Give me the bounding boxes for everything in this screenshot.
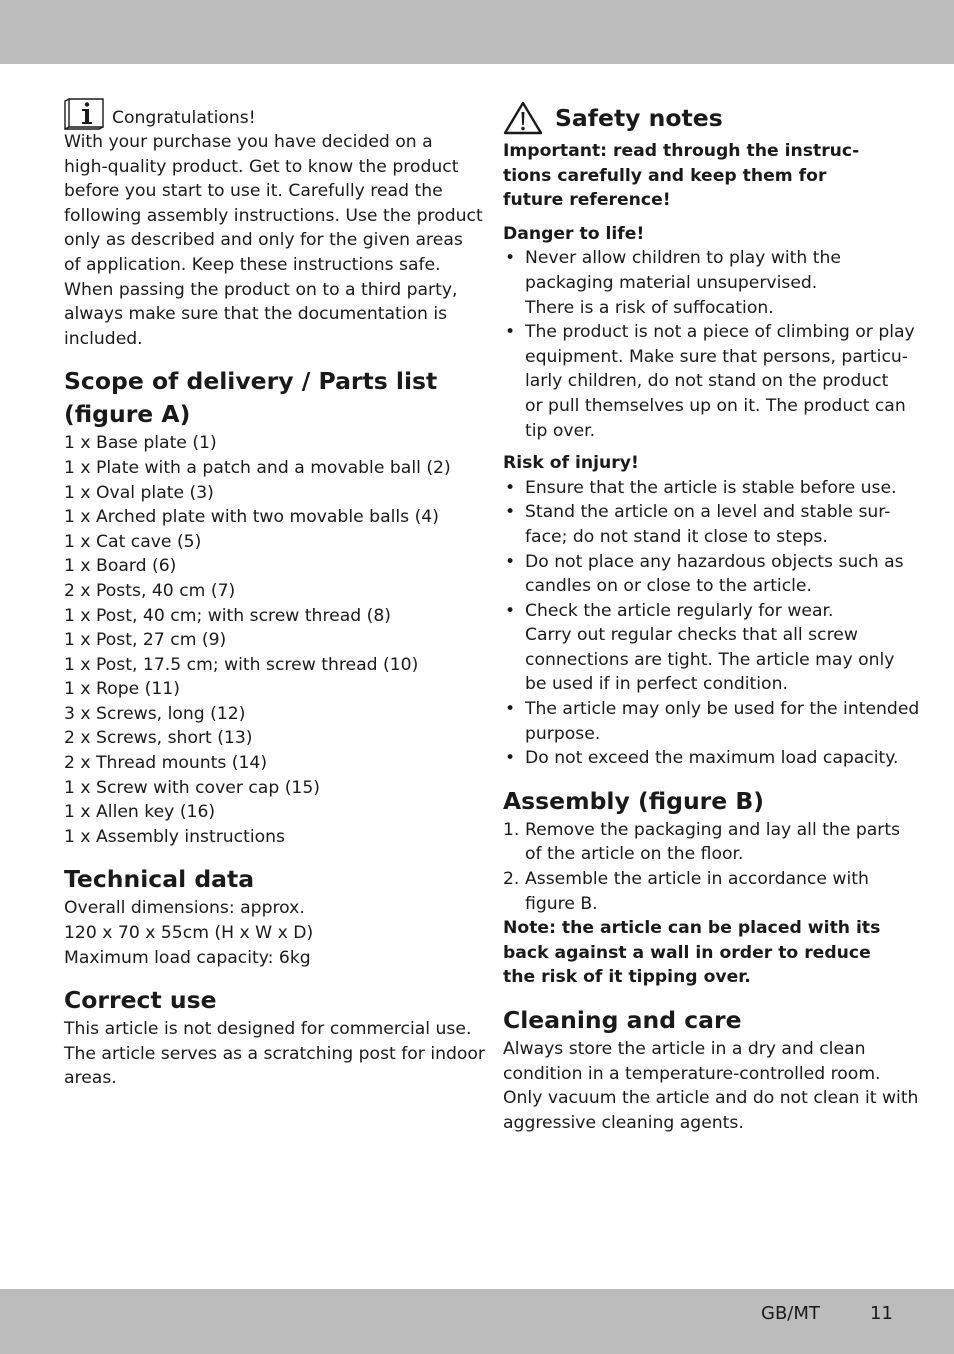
list-item: 1 x Cat cave (5) xyxy=(64,531,202,552)
danger-list xyxy=(503,246,915,443)
cleaning-section xyxy=(503,1004,919,1135)
list-item xyxy=(503,246,893,320)
correct-use-line: areas. xyxy=(64,1068,117,1089)
danger-heading: Danger to life! xyxy=(503,223,645,244)
correct-use-line: The article serves as a scratching post for indoor xyxy=(64,1043,485,1064)
list-item: 1 x Screw with cover cap (15) xyxy=(64,777,320,798)
list-item xyxy=(503,320,915,443)
intro-text xyxy=(64,130,483,351)
scope-heading: Scope of delivery / Parts list xyxy=(64,367,438,396)
warning-triangle-icon xyxy=(503,101,543,135)
intro-line: of application. Keep these instructions safe. xyxy=(64,254,441,275)
cleaning-line: Only vacuum the article and do not clean it with xyxy=(503,1088,919,1109)
list-item xyxy=(503,550,904,599)
intro-title: Congratulations! xyxy=(112,108,256,128)
intro-line: When passing the product on to a third party, xyxy=(64,279,458,300)
intro-line: following assembly instructions. Use the product xyxy=(64,205,483,226)
list-item: 1 x Plate with a patch and a movable ball (2) xyxy=(64,457,451,478)
cleaning-line: aggressive cleaning agents. xyxy=(503,1112,744,1133)
list-item: 1 x Post, 17.5 cm; with screw thread (10) xyxy=(64,654,419,675)
list-item: 2 x Screws, short (13) xyxy=(64,728,253,749)
safety-heading: Safety notes xyxy=(555,103,723,132)
bullet-line: • The article may only be used for the intended xyxy=(525,699,920,720)
cleaning-line: Always store the article in a dry and clean xyxy=(503,1039,866,1059)
bullet-line: be used if in perfect condition. xyxy=(525,674,788,695)
bullet-line: • Do not exceed the maximum load capacity. xyxy=(525,748,899,769)
assembly-section xyxy=(503,785,901,990)
bullet-line: There is a risk of suffocation. xyxy=(525,297,774,318)
bullet-line: larly children, do not stand on the product xyxy=(525,371,889,392)
assembly-steps xyxy=(503,818,901,916)
intro-line: With your purchase you have decided on a xyxy=(64,132,433,152)
bullet-line: tip over. xyxy=(525,420,596,441)
technical-section xyxy=(64,863,456,970)
intro-line: before you start to use it. Carefully read the xyxy=(64,181,443,202)
step-line: Remove the packaging and lay all the parts xyxy=(525,819,901,840)
step-line: of the article on the floor. xyxy=(525,844,744,865)
list-item: 1 x Rope (11) xyxy=(64,679,180,700)
important-line: Important: read through the instruc- xyxy=(503,141,860,161)
intro-line: only as described and only for the given areas xyxy=(64,230,463,251)
list-item xyxy=(503,867,893,916)
intro-title-row xyxy=(64,96,456,130)
footer-language: GB/MT xyxy=(761,1303,820,1324)
list-item: 1 x Post, 40 cm; with screw thread (8) xyxy=(64,605,391,626)
intro-line: included. xyxy=(64,328,143,349)
injury-heading: Risk of injury! xyxy=(503,453,639,474)
bullet-line: equipment. Make sure that persons, particu- xyxy=(525,346,908,367)
step-line: figure B. xyxy=(525,893,598,914)
list-item xyxy=(503,697,920,746)
bullet-line: face; do not stand it close to steps. xyxy=(525,526,828,547)
injury-section xyxy=(503,451,920,771)
technical-line: Overall dimensions: approx. xyxy=(64,898,305,919)
scope-section xyxy=(64,365,456,849)
page-number: 11 xyxy=(870,1303,893,1324)
technical-line: Maximum load capacity: 6kg xyxy=(64,947,311,968)
intro-line: always make sure that the documentation is xyxy=(64,304,448,325)
list-item xyxy=(503,599,893,697)
list-item: 1 x Arched plate with two movable balls (4) xyxy=(64,507,439,528)
correct-use-line: This article is not designed for commercial use. xyxy=(64,1019,472,1040)
note-line: back against a wall in order to reduce xyxy=(503,942,871,963)
cleaning-line: condition in a temperature-controlled room. xyxy=(503,1063,881,1084)
list-item: 3 x Screws, long (12) xyxy=(64,703,246,724)
list-item: 1 x Allen key (16) xyxy=(64,802,216,823)
bullet-line: Carry out regular checks that all screw xyxy=(525,625,858,646)
right-column xyxy=(503,96,920,1135)
list-item: 1 x Board (6) xyxy=(64,556,177,577)
safety-heading-row xyxy=(503,96,893,140)
parts-list xyxy=(64,431,456,849)
important-note xyxy=(503,139,893,213)
assembly-heading: Assembly (figure B) xyxy=(503,786,765,815)
list-item: 1 x Base plate (1) xyxy=(64,433,217,454)
list-item: 1 x Oval plate (3) xyxy=(64,482,214,503)
note-line: the risk of it tipping over. xyxy=(503,967,751,988)
info-book-icon xyxy=(64,98,104,130)
cleaning-heading: Cleaning and care xyxy=(503,1006,742,1034)
list-item: 1 x Post, 27 cm (9) xyxy=(64,630,227,651)
step-number: 2. xyxy=(503,869,520,890)
technical-line: 120 x 70 x 55cm (H x W x D) xyxy=(64,923,314,944)
injury-list xyxy=(503,476,920,771)
list-item xyxy=(503,476,897,501)
important-line: future reference! xyxy=(503,190,671,211)
list-item: 2 x Posts, 40 cm (7) xyxy=(64,580,236,601)
scope-heading: (figure A) xyxy=(64,400,191,429)
danger-section xyxy=(503,222,915,443)
bullet-line: • Ensure that the article is stable before use. xyxy=(525,477,897,498)
bullet-line: connections are tight. The article may only xyxy=(525,649,895,670)
bullet-line: purpose. xyxy=(525,723,601,744)
list-item xyxy=(503,746,899,771)
bullet-line: or pull themselves up on it. The product can xyxy=(525,395,906,416)
list-item: 1 x Assembly instructions xyxy=(64,826,285,847)
note-line: Note: the article can be placed with its xyxy=(503,918,881,939)
left-column xyxy=(64,96,485,1091)
bullet-line: • Never allow children to play with the xyxy=(525,248,841,269)
correct-use-section xyxy=(64,984,485,1091)
step-number: 1. xyxy=(503,819,520,840)
technical-heading: Technical data xyxy=(64,865,255,894)
list-item xyxy=(503,818,901,867)
bullet-line: • Stand the article on a level and stable sur- xyxy=(525,502,891,523)
list-item: 2 x Thread mounts (14) xyxy=(64,753,268,774)
bullet-line: • Do not place any hazardous objects such as xyxy=(525,551,904,572)
intro-line: high-quality product. Get to know the product xyxy=(64,156,459,177)
bullet-line: • Check the article regularly for wear. xyxy=(525,600,834,621)
header-bar xyxy=(0,0,954,64)
list-item xyxy=(503,500,893,549)
correct-use-heading: Correct use xyxy=(64,986,217,1015)
important-line: tions carefully and keep them for xyxy=(503,165,827,186)
bullet-line: candles on or close to the article. xyxy=(525,576,812,597)
bullet-line: packaging material unsupervised. xyxy=(525,272,818,293)
step-line: Assemble the article in accordance with xyxy=(525,869,869,890)
bullet-line: • The product is not a piece of climbing or play xyxy=(525,322,915,343)
